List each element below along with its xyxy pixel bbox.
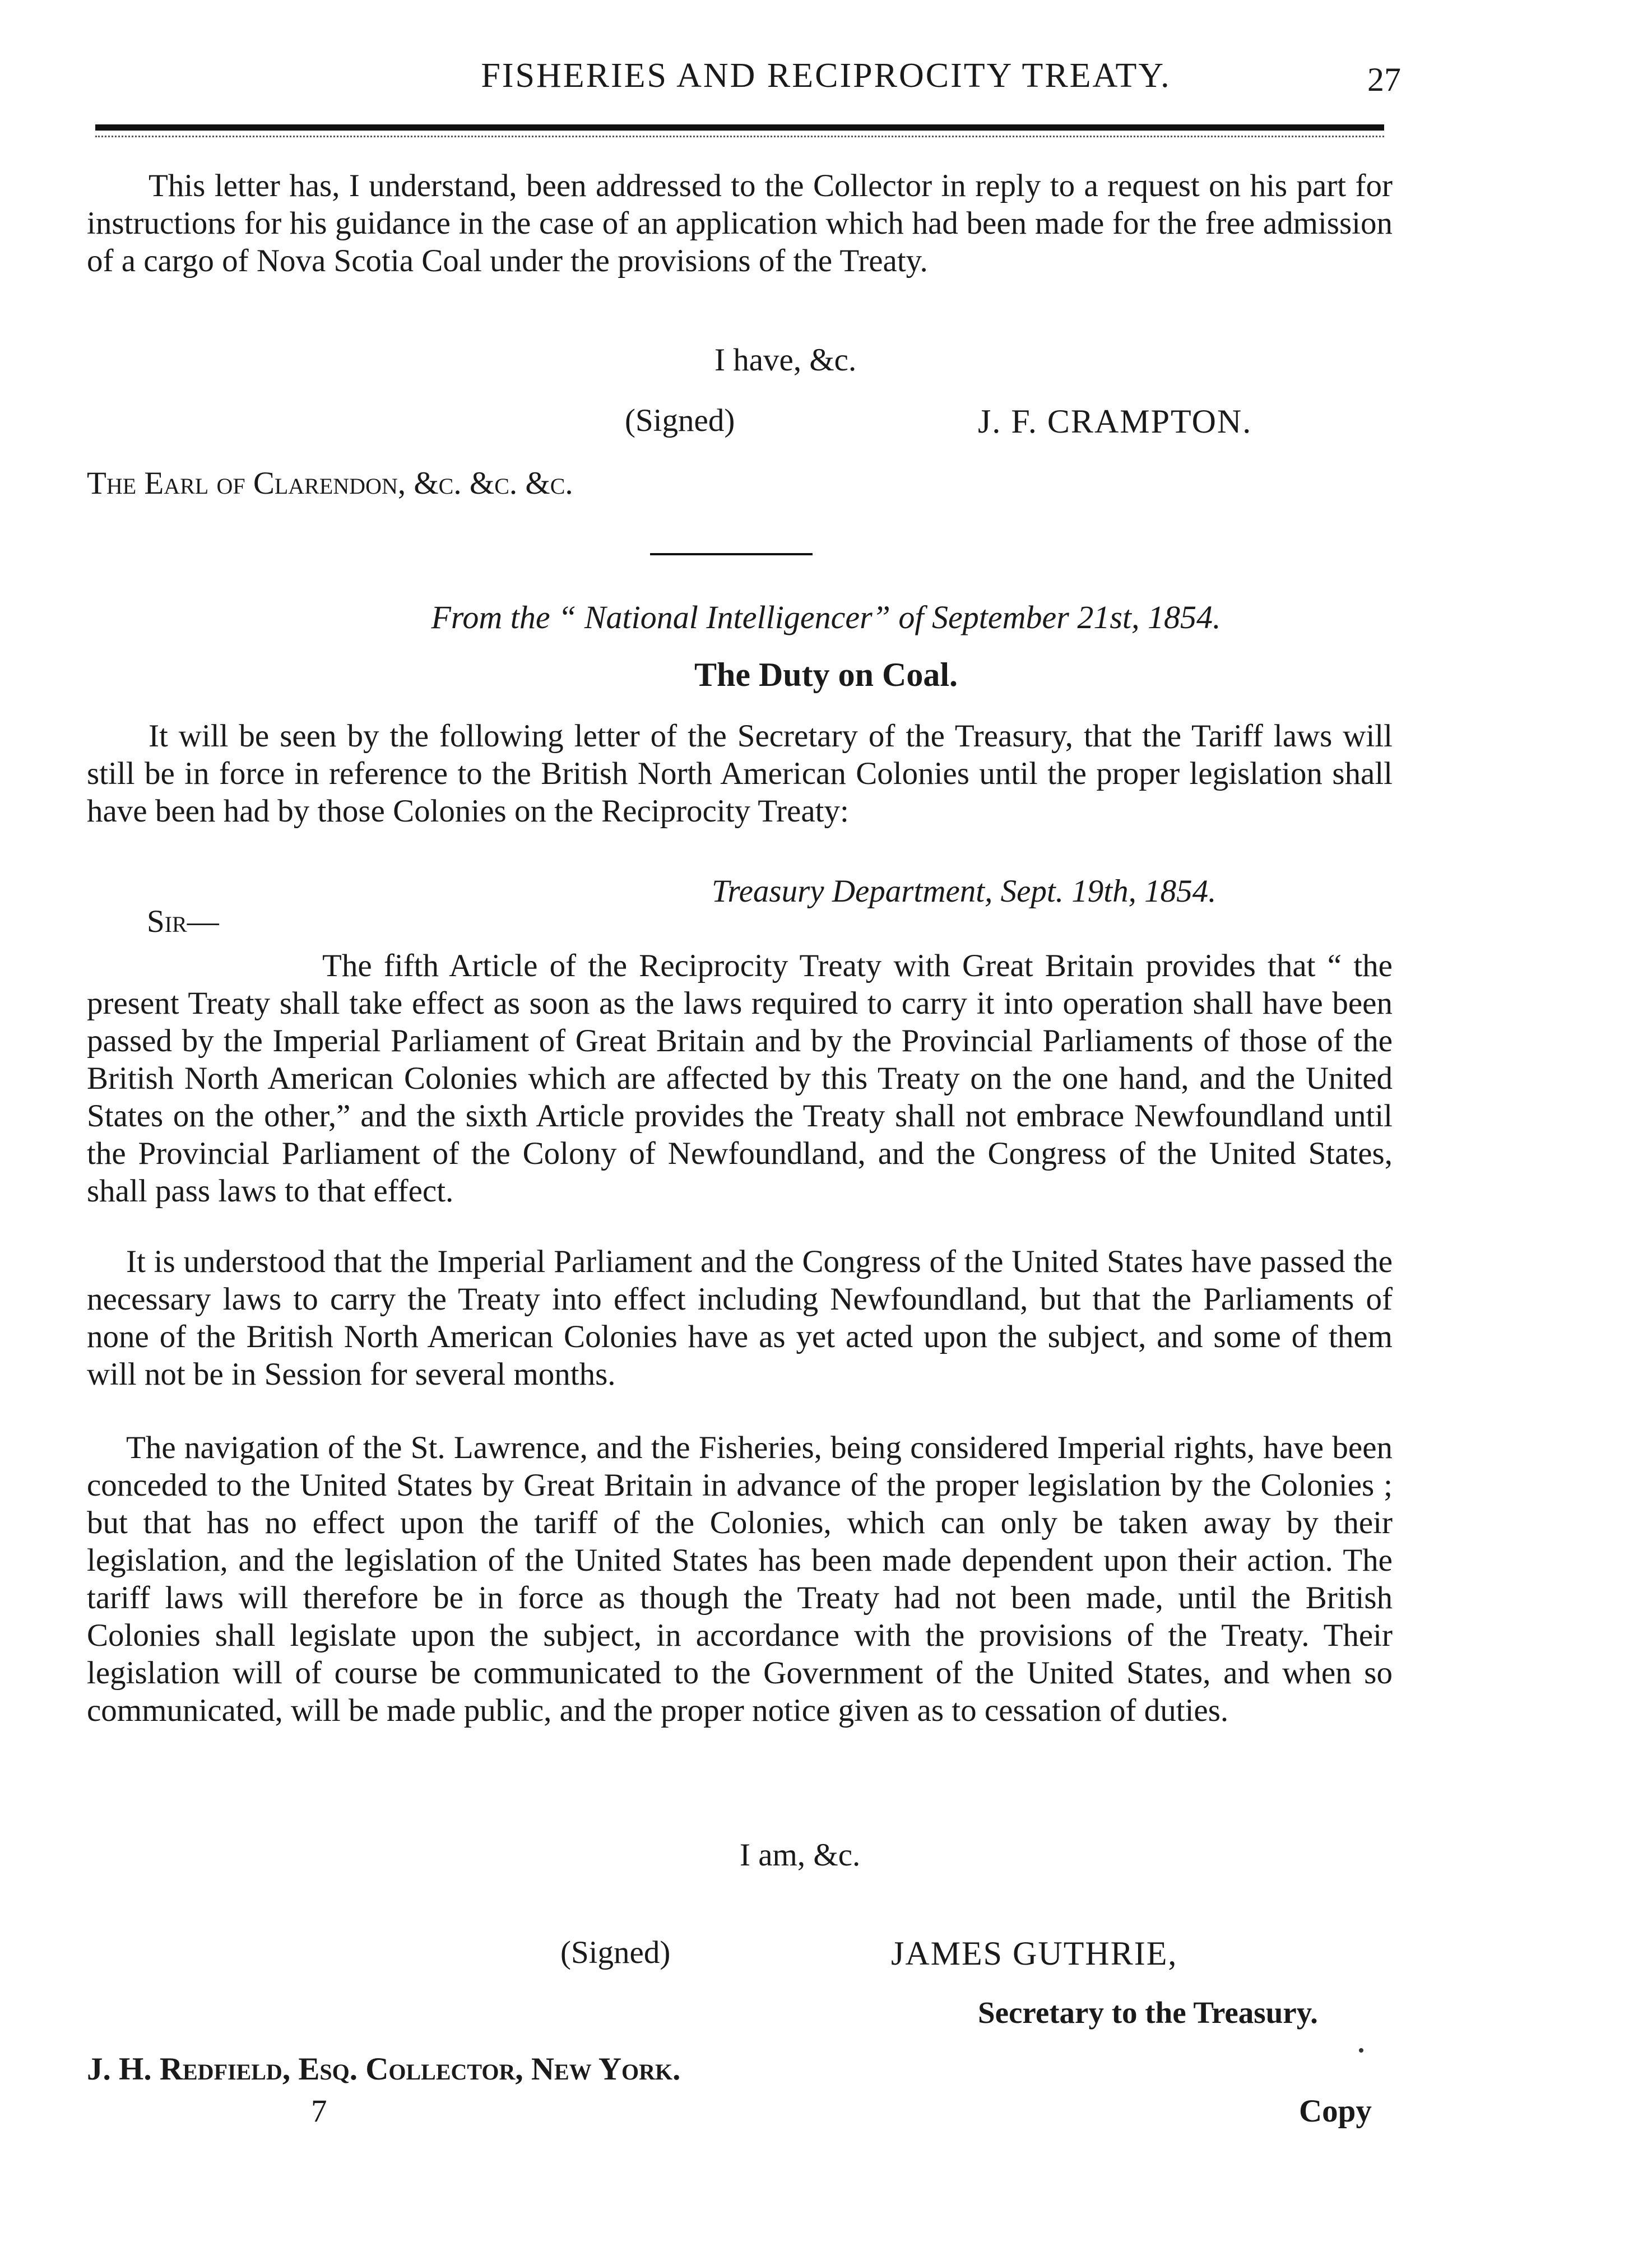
extract-addressee: J. H. Redfield, Esq. Collector, New York. <box>87 2051 681 2087</box>
extract-signatory-title: Secretary to the Treasury. <box>978 1995 1318 2030</box>
extract-paragraph-3: The navigation of the St. Lawrence, and the Fisheries, being considered Imperial rights, have been conceded to the United States by Great Britain in advance of the proper legislation by the Colonies ; but that has no effect upon the tariff of the Colonies, which can only be taken away by their legislation, and the legislation of the United States has been made dependent upon their action. The tariff laws will therefore be in force as though the Treaty had not been made, until the British Colonies shall legislate upon the subject, in accordance with the provisions of the Treaty. Their legislation will of course be communicated to the Government of the United States, and when so communicated, will be made public, and the proper notice given as to cessation of duties. <box>87 1430 1393 1728</box>
header-dotted-rule <box>95 136 1384 137</box>
letter-closing: I have, &c. <box>714 342 857 378</box>
ink-speck <box>1359 2048 1363 2053</box>
extract-heading: The Duty on Coal. <box>694 656 958 693</box>
section-divider <box>650 553 813 555</box>
running-title: FISHERIES AND RECIPROCITY TREATY. <box>481 57 1171 95</box>
extract-salutation: Sir— <box>147 904 219 939</box>
catchword: Copy <box>1299 2094 1372 2129</box>
signature-mark: 7 <box>311 2094 327 2129</box>
header-rule <box>95 124 1384 131</box>
extract-closing: I am, &c. <box>740 1837 861 1873</box>
extract-signed: (Signed) <box>560 1935 671 1970</box>
extract-intro: It will be seen by the following letter of the Secretary of the Treasury, that the Tariff laws will still be in force in reference to the British North American Colonies until the proper legislation shall have been had by those Colonies on the Reciprocity Treaty: <box>87 718 1393 829</box>
letter-signed: (Signed) <box>625 403 735 438</box>
letter-addressee: The Earl of Clarendon, &c. &c. &c. <box>87 466 573 501</box>
extract-signatory: JAMES GUTHRIE, <box>891 1935 1178 1972</box>
extract-dateline: Treasury Department, Sept. 19th, 1854. <box>712 874 1217 909</box>
page-number: 27 <box>1367 61 1401 98</box>
letter-body: This letter has, I understand, been addressed to the Collector in reply to a request on his part for instructions for his guidance in the case of an application which had been made for the free admission of a cargo of Nova Scotia Coal under the provisions of the Treaty. <box>87 168 1393 278</box>
letter-signatory: J. F. CRAMPTON. <box>978 403 1252 440</box>
extract-paragraph-2: It is understood that the Imperial Parliament and the Congress of the United States have passed the necessary laws to carry the Treaty into effect including Newfoundland, but that the Parliaments of none of the British North American Colonies have as yet acted upon the subject, and some of them will not be in Session for several months. <box>87 1244 1393 1392</box>
extract-source-line: From the “ National Intelligencer” of September 21st, 1854. <box>431 599 1221 635</box>
extract-paragraph-1: The fifth Article of the Reciprocity Treaty with Great Britain provides that “ the present Treaty shall take effect as soon as the laws required to carry it into operation shall have been passed by the Imperial Parliament of Great Britain and by the Provincial Parliaments of those of the British North American Colonies which are affected by this Treaty on the one hand, and the United States on the other,” and the sixth Article provides the Treaty shall not embrace Newfoundland until the Provincial Parliament of the Colony of Newfoundland, and the Congress of the United States, shall pass laws to that effect. <box>87 948 1393 1209</box>
